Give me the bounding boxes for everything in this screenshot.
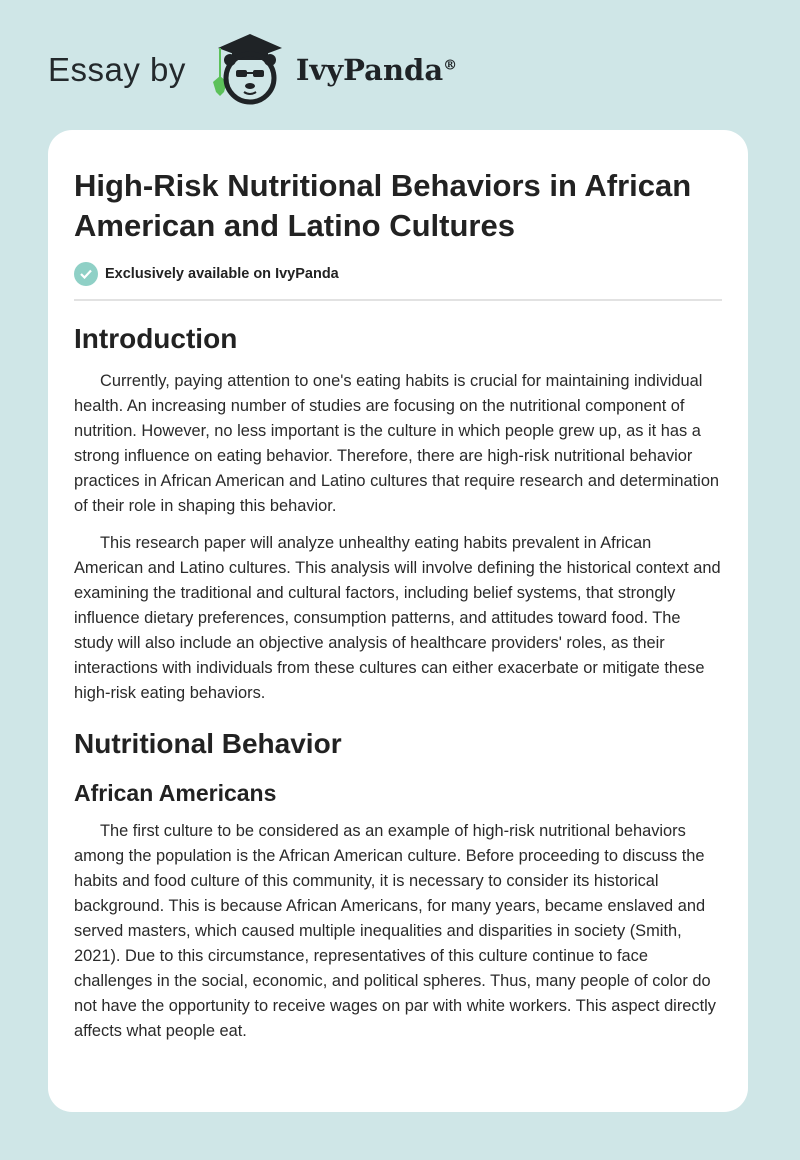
ivypanda-wordmark[interactable] [296,53,457,87]
brand-header [48,30,457,110]
heading-introduction: Introduction [74,323,238,354]
registered-mark: ® [443,57,458,74]
essay-by-label: Essay by [48,51,186,88]
exclusive-badge-text: Exclusively available on IvyPanda [105,266,339,282]
logo-name-text: IvyPanda [295,53,444,87]
essay-title: High-Risk Nutritional Behaviors in African American and Latino Cultures [74,168,692,243]
paragraph: Currently, paying attention to one's eating habits is crucial for maintaining individual health. An increasing number of studies are focusing on the nutritional component of nutrition. However, no less important is the culture in which people grew up, as it has a strong influence on eating behavior. Therefore, there are high-risk nutritional behavior practices in African American and Latino cultures that require research and determination of their role in shaping this behavior. [74,372,720,515]
paragraph: This research paper will analyze unhealthy eating habits prevalent in African American and Latino cultures. This analysis will involve defining the historical context and examining the traditional and cultural factors, including belief systems, that strongly influence dietary preferences, consumption patterns, and attitudes toward food. The study will also include an objective analysis of healthcare providers' roles, as their interactions with individuals from these cultures can either exacerbate or mitigate these high-risk eating behaviors. [74,534,721,702]
heading-nutritional-behavior: Nutritional Behavior [74,728,342,759]
check-icon [74,262,98,286]
essay-card [48,130,748,1112]
exclusive-badge [74,262,722,286]
paragraph: The first culture to be considered as an example of high-risk nutritional behaviors among the population is the African American culture. Before proceeding to discuss the habits and food culture of this community, it is necessary to consider its historical background. This is because African Americans, for many years, became enslaved and served masters, which caused multiple inequalities and disparities in society (Smith, 2021). Due to this circumstance, representatives of this culture continue to face challenges in the social, economic, and political spheres. Thus, many people of color do not have the opportunity to receive wages on par with white workers. This aspect directly affects what people eat. [74,822,716,1040]
heading-african-americans: African Americans [74,780,277,806]
ivypanda-logo-icon[interactable] [208,30,290,110]
divider [74,299,722,301]
